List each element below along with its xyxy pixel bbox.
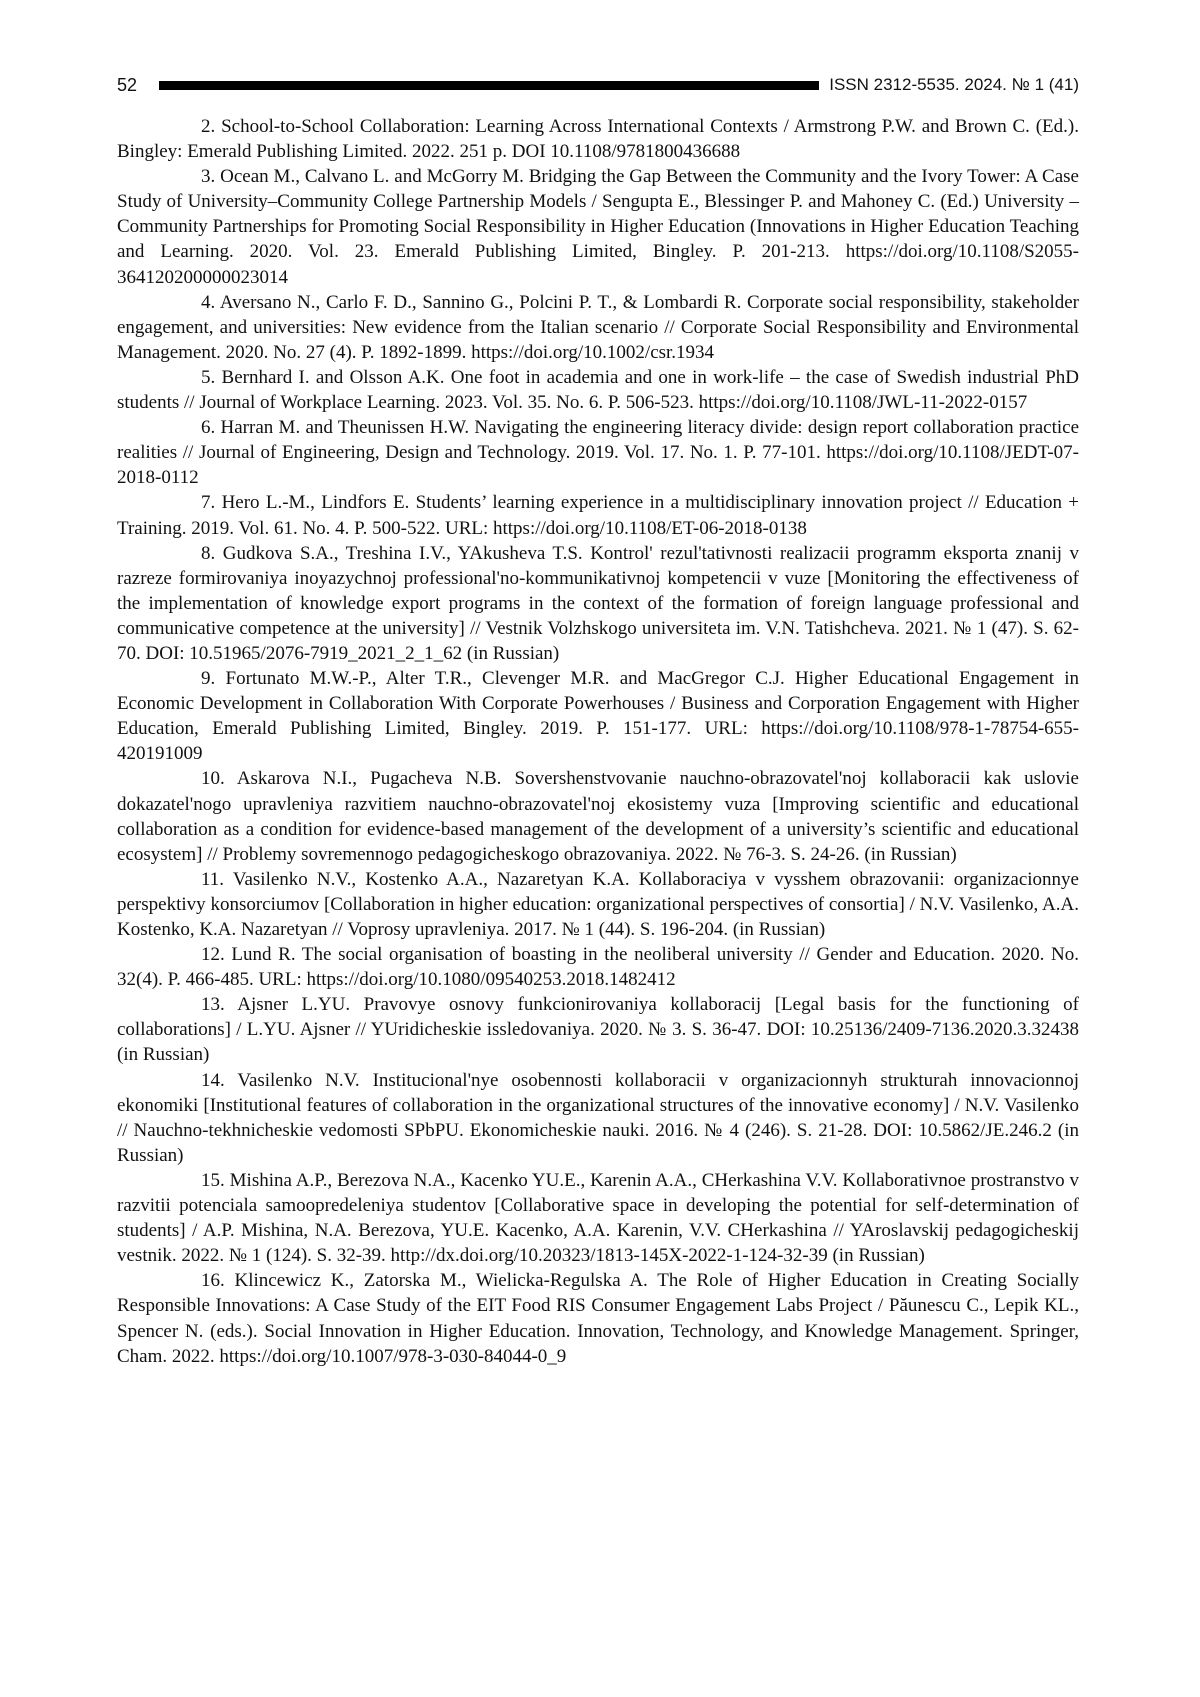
reference-item [117, 1268, 1079, 1368]
reference-number: 4. [201, 291, 216, 313]
reference-text: Ocean M., Calvano L. and McGorry M. Bridging the Gap Between the Community and the Ivory Tower: A Case Study of University–Community College Partnership Models / Sengupta E., Blessinger P. and Mahoney C. (Ed.) University – Community Partnerships for Promoting Social Responsibility in Higher Education (Innovations in Higher Education Teaching and Learning. 2020. Vol. 23. Emerald Publishing Limited, Bingley. P. 201-213. https://doi.org/10.1108/S2055-364120200000023014 [117, 166, 1079, 288]
reference-number: 7. [201, 492, 216, 514]
reference-item [117, 867, 1079, 942]
reference-item [117, 114, 1079, 164]
reference-item [117, 1068, 1079, 1168]
reference-text: Vasilenko N.V. Institucional'nye osobennosti kollaboracii v organizacionnyh strukturah innovacionnoj ekonomiki [Institutional features of collaboration in the organizational structures of the innovative economy] / N.V. Vasilenko // Nauchno-tekhnicheskie vedomosti SPbPU. Ekonomicheskie nauki. 2016. № 4 (246). S. 21-28. DOI: 10.5862/JE.246.2 (in Russian) [117, 1069, 1079, 1166]
reference-number: 6. [201, 417, 216, 439]
reference-text: Klincewicz K., Zatorska M., Wielicka-Regulska A. The Role of Higher Education in Creating Socially Responsible Innovations: A Case Study of the EIT Food RIS Consumer Engagement Labs Project / Păunescu C., Lepik KL., Spencer N. (eds.). Social Innovation in Higher Education. Innovation, Technology, and Knowledge Management. Springer, Cham. 2022. https://doi.org/10.1007/978-3-030-84044-0_9 [117, 1270, 1080, 1367]
reference-text: Askarova N.I., Pugacheva N.B. Sovershenstvovanie nauchno-obrazovatel'noj kollaboracii kak uslovie dokazatel'nogo upravleniya razvitiem nauchno-obrazovatel'noj ekosistemy vuza [Improving scientific and educational collaboration as a condition for evidence-based management of the development of a university’s scientific and educational ecosystem] // Problemy sovremennogo pedagogicheskogo obrazovaniya. 2022. № 76-3. S. 24-26. (in Russian) [117, 768, 1079, 865]
reference-text: School-to-School Collaboration: Learning Across International Contexts / Armstrong P.W. and Brown C. (Ed.). Bingley: Emerald Publishing Limited. 2022. 251 p. DOI 10.1108/9781800436688 [117, 116, 1079, 163]
reference-list [117, 114, 1079, 1369]
reference-item [117, 666, 1079, 766]
reference-number: 13. [201, 994, 225, 1016]
reference-text: Aversano N., Carlo F. D., Sannino G., Polcini P. T., & Lombardi R. Corporate social responsibility, stakeholder engagement, and universities: New evidence from the Italian scenario // Corporate Social Responsibility and Environmental Management. 2020. No. 27 (4). P. 1892-1899. https://doi.org/10.1002/csr.1934 [117, 291, 1080, 363]
reference-item [117, 992, 1079, 1067]
reference-text: Lund R. The social organisation of boasting in the neoliberal university // Gender and Education. 2020. No. 32(4). P. 466-485. URL: https://doi.org/10.1080/09540253.2018.1482412 [117, 944, 1080, 991]
reference-text: Fortunato M.W.-P., Alter T.R., Clevenger M.R. and MacGregor C.J. Higher Educational Engagement in Economic Development in Collaboration With Corporate Powerhouses / Business and Corporation Engagement with Higher Education, Emerald Publishing Limited, Bingley. 2019. P. 151-177. URL: https://doi.org/10.1108/978-1-78754-655-420191009 [117, 668, 1080, 765]
reference-number: 10. [201, 768, 225, 790]
reference-text: Bernhard I. and Olsson A.K. One foot in academia and one in work-life – the case of Swedish industrial PhD students // Journal of Workplace Learning. 2023. Vol. 35. No. 6. P. 506-523. https://doi.org/10.1108/JWL-11-2022-0157 [117, 366, 1080, 414]
reference-item [117, 766, 1079, 866]
reference-text: Ajsner L.YU. Pravovye osnovy funkcionirovaniya kollaboracij [Legal basis for the functioning of collaborations] / L.YU. Ajsner // YUridicheskie issledovaniya. 2020. № 3. S. 36-47. DOI: 10.25136/2409-7136.2020.3.32438 (in Russian) [117, 994, 1079, 1066]
reference-number: 15. [201, 1169, 225, 1191]
reference-number: 3. [201, 166, 216, 188]
reference-item [117, 365, 1079, 415]
reference-item [117, 1168, 1079, 1268]
page-header [117, 72, 1079, 98]
reference-item [117, 415, 1079, 490]
reference-number: 16. [201, 1270, 225, 1292]
reference-item [117, 541, 1079, 666]
reference-number: 2. [201, 116, 216, 137]
page-number: 52 [117, 74, 138, 95]
reference-number: 14. [201, 1069, 225, 1091]
reference-item [117, 290, 1079, 365]
reference-number: 8. [201, 542, 216, 564]
reference-number: 11. [201, 868, 225, 890]
reference-text: Vasilenko N.V., Kostenko A.A., Nazaretyan K.A. Kollaboraciya v vysshem obrazovanii: organizacionnye perspektivy konsorciumov [Collaboration in higher education: organizational perspectives of consortia] / N.V. Vasilenko, A.A. Kostenko, K.A. Nazaretyan // Voprosy upravleniya. 2017. № 1 (44). S. 196-204. (in Russian) [117, 868, 1079, 940]
reference-text: Mishina A.P., Berezova N.A., Kacenko YU.E., Karenin A.A., CHerkashina V.V. Kollaborativnoe prostranstvo v razvitii potenciala samoopredeleniya studentov [Collaborative space in developing the potential for self-determination of students] / A.P. Mishina, N.A. Berezova, YU.E. Kacenko, A.A. Karenin, V.V. CHerkashina // YAroslavskij pedagogicheskij vestnik. 2022. № 1 (124). S. 32-39. http://dx.doi.org/10.20323/1813-145X-2022-1-124-32-39 (in Russian) [117, 1169, 1079, 1267]
reference-number: 12. [201, 944, 225, 966]
reference-item [117, 164, 1079, 289]
reference-item [117, 942, 1079, 992]
reference-text: Hero L.-M., Lindfors E. Students’ learning experience in a multidisciplinary innovation project // Education + Training. 2019. Vol. 61. No. 4. P. 500-522. URL: https://doi.org/10.1108/ET-06-2018-0138 [117, 492, 1080, 539]
reference-text: Harran M. and Theunissen H.W. Navigating the engineering literacy divide: design report collaboration practice realities // Journal of Engineering, Design and Technology. 2019. Vol. 17. No. 1. P. 77-101. https://doi.org/10.1108/JEDT-07-2018-0112 [117, 417, 1079, 489]
reference-number: 5. [201, 366, 216, 388]
header-rule [159, 81, 819, 90]
reference-item [117, 490, 1079, 540]
journal-issn: ISSN 2312-5535. 2024. № 1 (41) [829, 75, 1079, 94]
reference-text: Gudkova S.A., Treshina I.V., YAkusheva T.S. Kontrol' rezul'tativnosti realizacii programm eksporta znanij v razreze formirovaniya inoyazychnoj professional'no-kommunikativnoj kompetencii v vuze [Monitoring the effectiveness of the implementation of knowledge export programs in the context of the formation of foreign language professional and communicative competence at the university] // Vestnik Volzhskogo universiteta im. V.N. Tatishcheva. 2021. № 1 (47). S. 62-70. DOI: 10.51965/2076-7919_2021_2_1_62 (in Russian) [117, 542, 1080, 664]
reference-number: 9. [201, 668, 216, 690]
